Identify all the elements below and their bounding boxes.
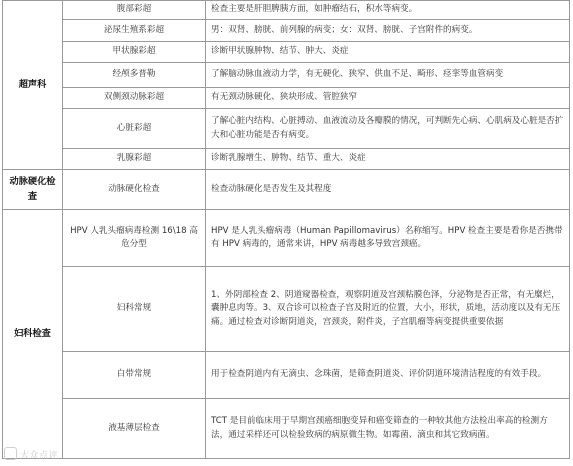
item-description: 诊断甲状腺肿物、结节、肿大、炎症: [206, 42, 570, 63]
dianping-logo-icon: [4, 447, 17, 460]
item-name: 心脏彩超: [63, 109, 206, 149]
item-description: TCT 是目前临床用于早期宫颈癌细胞变异和癌变筛查的一种较其他方法检出率高的检测方法，通过采样还可以检验致病的病原微生物。如霉菌、滴虫和其它致病菌。: [206, 399, 570, 459]
table-row: [3, 267, 570, 352]
item-name: 白带常规: [63, 352, 206, 399]
table-row: [3, 149, 570, 170]
item-description: 诊断乳腺增生、肿物、结节、重大、炎症: [206, 149, 570, 170]
item-description: HPV 是人乳头瘤病毒（Human Papillomavirus）名称缩写。HPV 检查主要是看你是否携带有 HPV 病毒的，通常来讲，HPV 病毒越多导致宫颈癌。: [206, 210, 570, 267]
table-row: [3, 1, 570, 20]
table-row: [3, 42, 570, 63]
item-description: 用于检查阴道内有无滴虫、念珠菌，是筛查阴道炎、评价阴道环境清洁程度的有效手段。: [206, 352, 570, 399]
dept-ultrasound: 超声科: [3, 1, 63, 170]
exam-table: [2, 0, 570, 459]
table-row: [3, 109, 570, 149]
item-name: 甲状腺彩超: [63, 42, 206, 63]
item-name: 乳腺彩超: [63, 149, 206, 170]
item-name: 妇科常规: [63, 267, 206, 352]
item-name: 双侧颈动脉彩超: [63, 88, 206, 109]
item-description: 有无颈动脉硬化、狭块形成、管腔狭窄: [206, 88, 570, 109]
item-description: 男：双肾、膀胱、前列腺的病变；女：双肾、膀胱、子宫附件的病变。: [206, 20, 570, 42]
dept-gynecology: 妇科检查: [3, 210, 63, 459]
watermark: [4, 447, 58, 461]
item-description: 了解心脏内结构、心脏搏动、血液流动及各瓣膜的情况，可判断先心病、心肌病及心脏是否扩大和心脏功能是否有病变。: [206, 109, 570, 149]
watermark-text: 大众点评: [20, 451, 59, 461]
item-description: 检查动脉硬化是否发生及其程度: [206, 170, 570, 210]
item-name: 液基薄层检查: [63, 399, 206, 459]
table-row: [3, 20, 570, 42]
table-row: [3, 88, 570, 109]
table-row: [3, 170, 570, 210]
item-name: 经颅多普勒: [63, 63, 206, 88]
table-row: [3, 210, 570, 267]
table-row: [3, 63, 570, 88]
item-description: 1、外阴部检查 2、阴道窥器检查，观察阴道及宫颈粘膜色泽，分泌物是否正常，有无糜烂，囊肿息肉等。3、双合诊可以检查子宫及附近的位置，大小，形状，质地，活动度以及有无压痛。通过检查对诊断阴道炎，宫颈炎，附件炎，子宫肌瘤等病变提供重要依据: [206, 267, 570, 352]
item-name: 泌尿生殖系彩超: [63, 20, 206, 42]
item-name: HPV 人乳头瘤病毒检测 16\18 高危分型: [63, 210, 206, 267]
item-name: 动脉硬化检查: [63, 170, 206, 210]
table-row: [3, 352, 570, 399]
item-description: 了解脑动脉血液动力学，有无硬化、狭窄、供血不足、畸形、痉挛等血管病变: [206, 63, 570, 88]
item-name: 腹部彩超: [63, 1, 206, 20]
table-row: [3, 399, 570, 459]
item-description: 检查主要是肝胆脾胰方面，如肿瘤结石，积水等病变。: [206, 1, 570, 20]
dept-arteriosclerosis: 动脉硬化检查: [3, 170, 63, 210]
